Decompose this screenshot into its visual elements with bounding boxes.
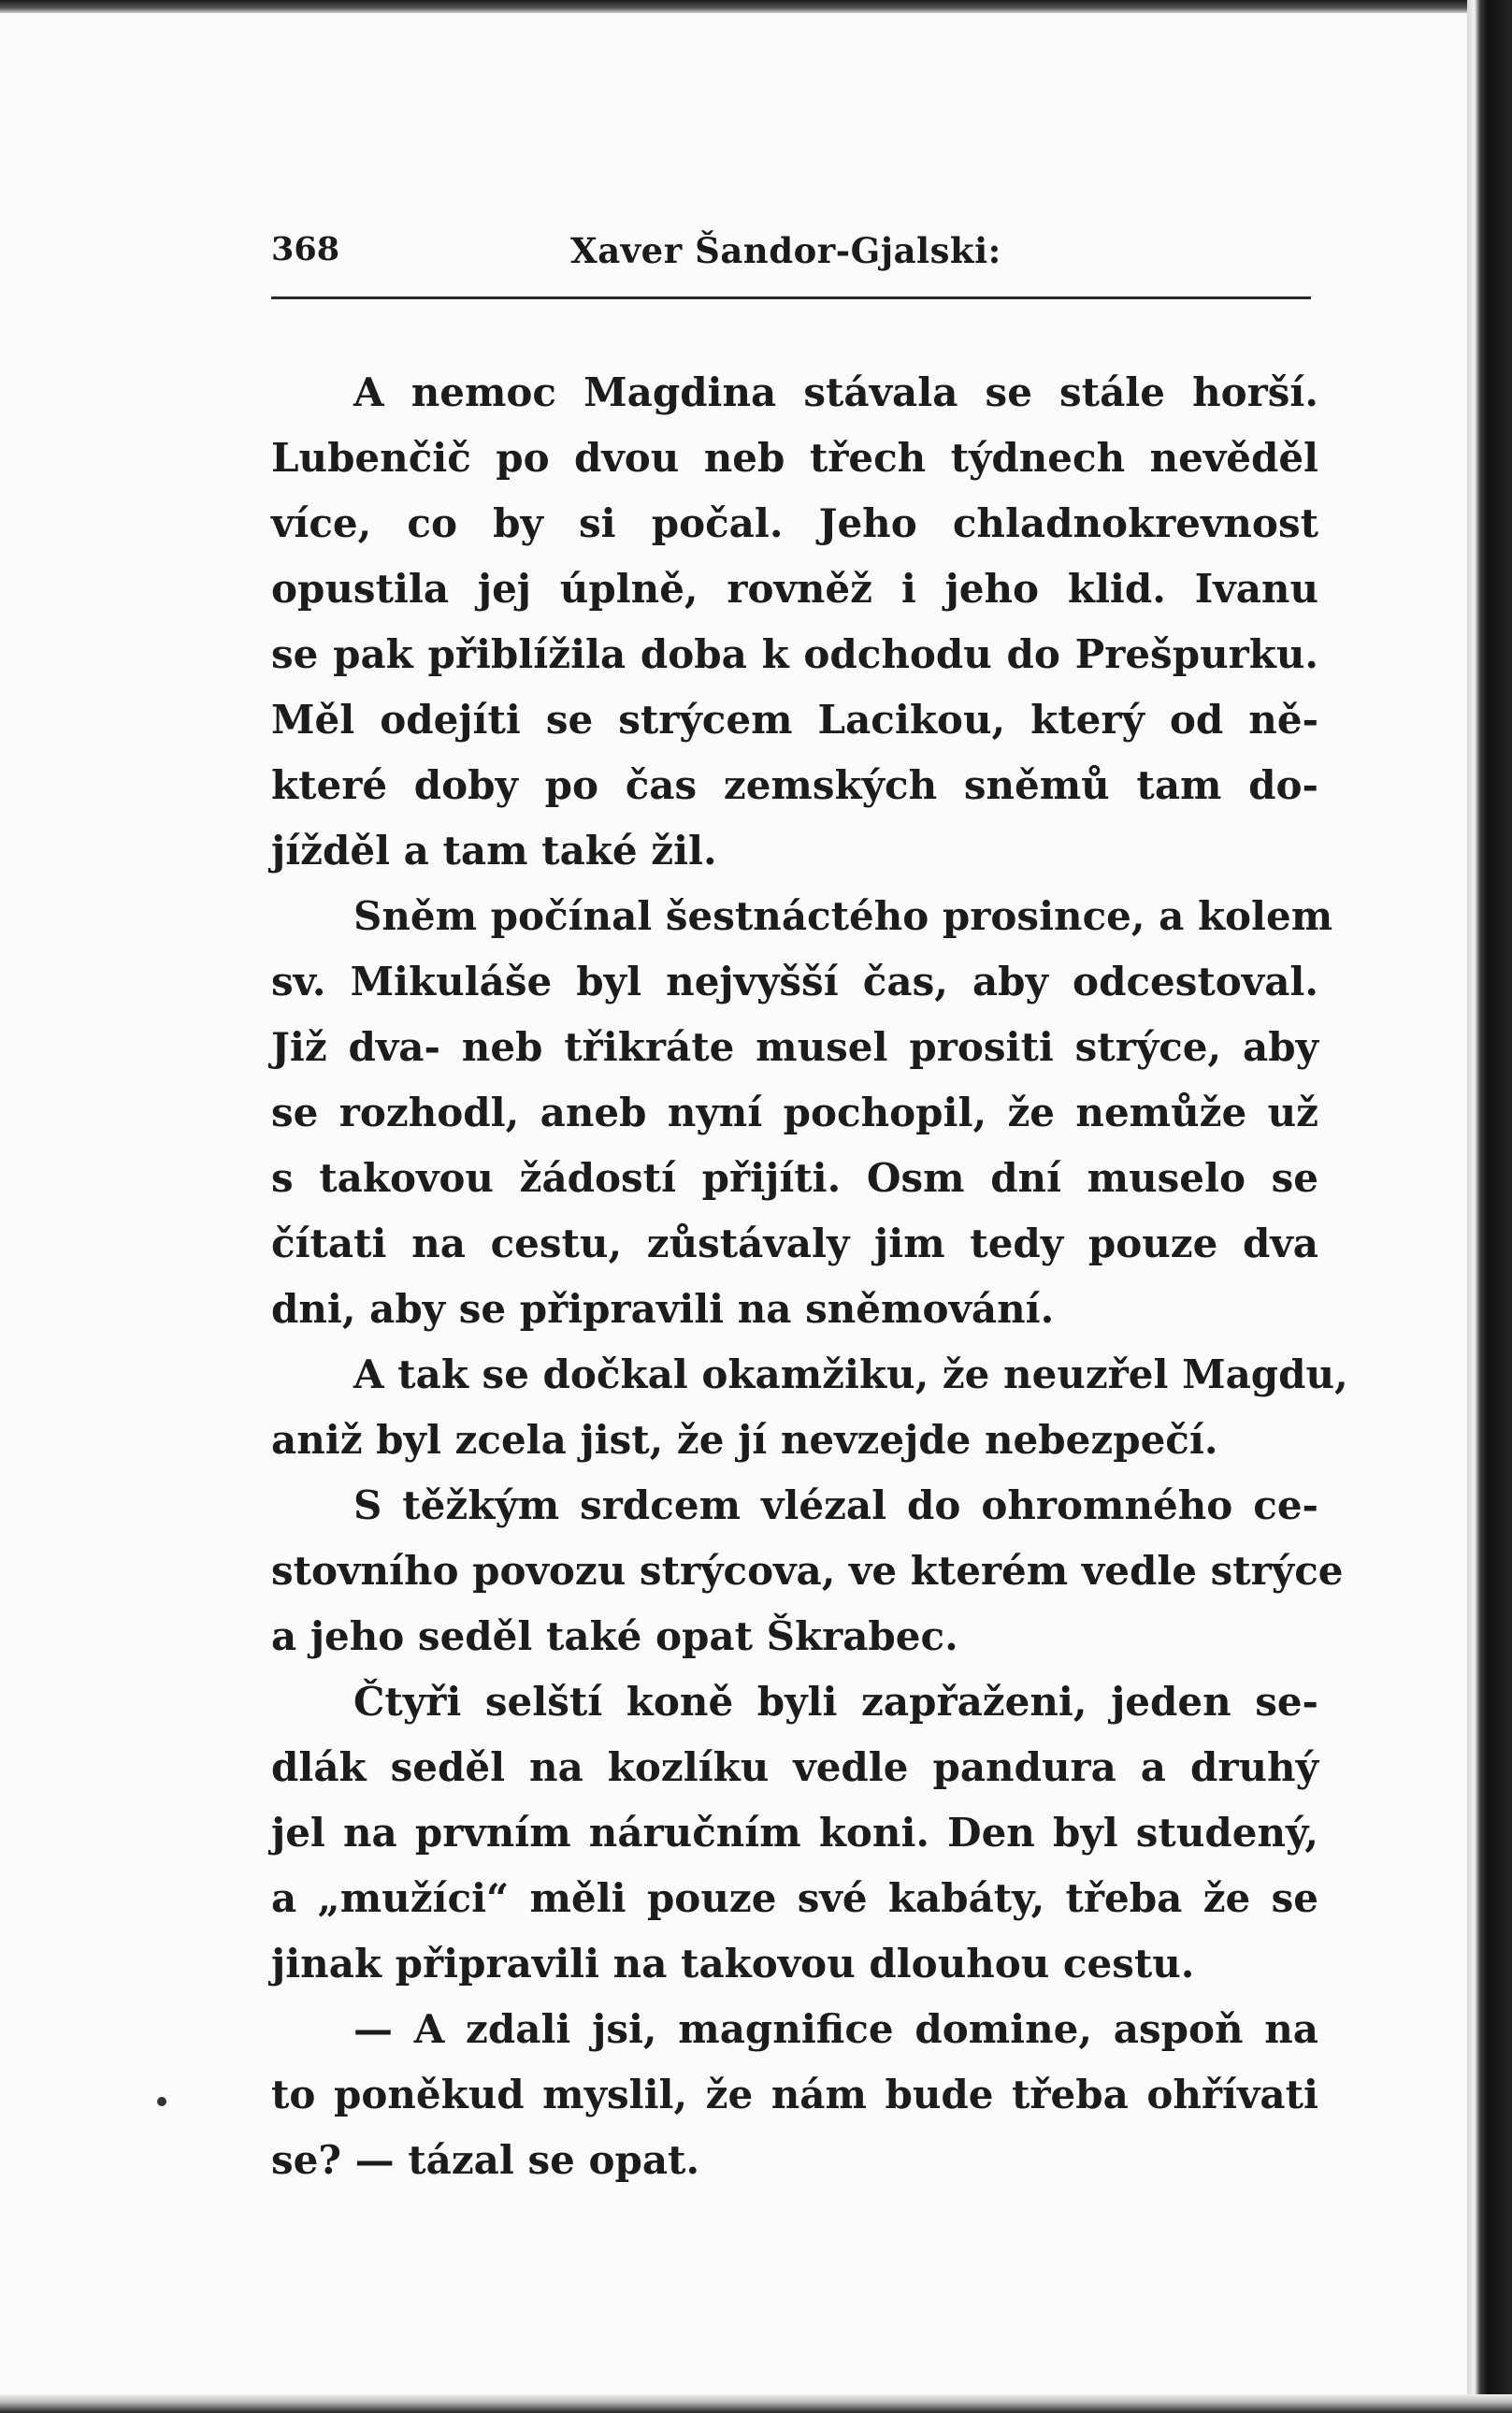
text-line: čítati na cestu, zůstávaly jim tedy pouze dva (271, 1221, 1318, 1266)
scan-speck (157, 2097, 166, 2106)
text-line: dni, aby se připravili na sněmování. (271, 1286, 1055, 1332)
text-line: se pak přiblížila doba k odchodu do Prešpurku. (271, 631, 1318, 677)
text-line: jinak připravili na takovou dlouhou cestu. (271, 1941, 1195, 1987)
body-text (271, 360, 1348, 2193)
text-line: se? — tázal se opat. (271, 2137, 700, 2183)
text-line: Lubenčič po dvou neb třech týdnech nevěděl (271, 435, 1318, 481)
text-line: opustila jej úplně, rovněž i jeho klid. Ivanu (271, 566, 1318, 612)
scan-bottom-edge (0, 2394, 1512, 2413)
text-line: se rozhodl, aneb nyní pochopil, že nemůže už (271, 1090, 1318, 1135)
text-line: — A zdali jsi, magnifice domine, aspoň na (353, 2006, 1318, 2052)
text-line: a „mužíci“ měli pouze své kabáty, třeba že se (271, 1875, 1318, 1921)
text-line: Již dva- neb třikráte musel prositi strýce, aby (271, 1024, 1318, 1070)
text-line: více, co by si počal. Jeho chladnokrevnost (271, 500, 1318, 546)
text-line: a jeho seděl také opat Škrabec. (271, 1613, 958, 1659)
text-line: sv. Mikuláše byl nejvyšší čas, aby odcestoval. (271, 959, 1318, 1004)
header-rule (271, 296, 1311, 299)
text-line: Měl odejíti se strýcem Lacikou, který od ně- (271, 697, 1318, 743)
page-number: 368 (271, 230, 340, 268)
text-line: Sněm počínal šestnáctého prosince, a kolem (353, 893, 1333, 939)
text-line: to poněkud myslil, že nám bude třeba ohřívati (271, 2072, 1318, 2117)
text-line: A tak se dočkal okamžiku, že neuzřel Magdu, (353, 1351, 1348, 1397)
text-line: aniž byl zcela jist, že jí nevzejde nebezpečí. (271, 1417, 1218, 1463)
text-line: S těžkým srdcem vlézal do ohromného ce- (353, 1482, 1318, 1528)
text-line: stovního povozu strýcova, ve kterém vedle strýce (271, 1548, 1344, 1594)
text-line: s takovou žádostí přijíti. Osm dní muselo se (271, 1155, 1318, 1201)
scan-right-edge (1467, 0, 1512, 2413)
scan-top-edge (0, 0, 1512, 13)
text-line: jel na prvním náručním koni. Den byl studený, (271, 1810, 1318, 1856)
text-line: dlák seděl na kozlíku vedle pandura a druhý (271, 1744, 1318, 1790)
running-header (271, 230, 1311, 279)
text-line: jížděl a tam také žil. (271, 828, 717, 874)
text-line: Čtyři selští koně byli zapřaženi, jeden se- (353, 1679, 1318, 1725)
text-line: které doby po čas zemských sněmů tam do- (271, 762, 1318, 808)
text-line: A nemoc Magdina stávala se stále horší. (353, 369, 1318, 415)
running-title: Xaver Šandor-Gjalski: (570, 230, 1001, 271)
